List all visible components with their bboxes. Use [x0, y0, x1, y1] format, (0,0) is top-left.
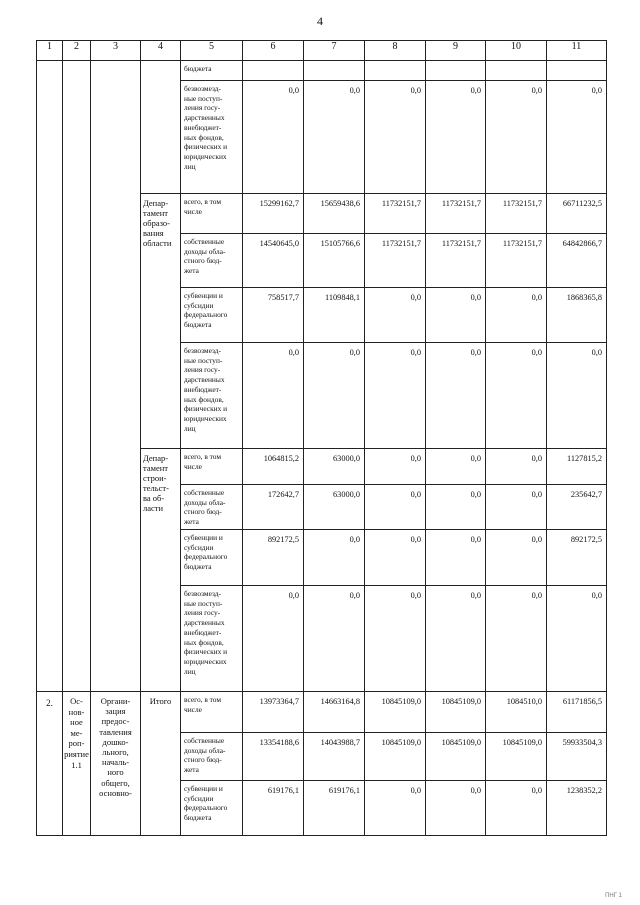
row-label: всего, в том числе	[181, 194, 243, 234]
value-cell: 66711232,5	[547, 194, 607, 234]
value-cell-blank	[243, 61, 304, 81]
value-cell: 0,0	[426, 485, 486, 530]
value-cell: 13973364,7	[243, 692, 304, 733]
value-cell-blank	[365, 61, 426, 81]
value-cell: 14663164,8	[304, 692, 365, 733]
value-cell: 0,0	[547, 81, 607, 194]
value-cell: 11732151,7	[426, 234, 486, 288]
column-header: 7	[304, 41, 365, 61]
value-cell: 11732151,7	[365, 234, 426, 288]
column-header: 3	[91, 41, 141, 61]
value-cell: 619176,1	[243, 781, 304, 836]
value-cell: 0,0	[365, 485, 426, 530]
value-cell: 11732151,7	[426, 194, 486, 234]
column-header: 9	[426, 41, 486, 61]
value-cell: 892172,5	[243, 530, 304, 586]
total-label: Итого	[141, 692, 181, 836]
column-header: 4	[141, 41, 181, 61]
row-label: безвозмезд- ные поступ- ления госу- дарственных внебюджет- ных фондов, физических и юридических лиц	[181, 586, 243, 692]
value-cell: 0,0	[304, 81, 365, 194]
column-header: 6	[243, 41, 304, 61]
row-label: всего, в том числе	[181, 692, 243, 733]
value-cell: 61171856,5	[547, 692, 607, 733]
budget-table	[36, 40, 607, 836]
value-cell: 13354188,6	[243, 733, 304, 781]
value-cell: 64842866,7	[547, 234, 607, 288]
value-cell-blank	[304, 61, 365, 81]
page-number: 4	[317, 14, 323, 28]
department-name: Депар- тамент образо- вания области	[141, 194, 181, 449]
table-row	[37, 61, 607, 81]
footer-mark: ПНГ 1	[605, 893, 622, 899]
value-cell: 0,0	[426, 781, 486, 836]
value-cell: 0,0	[426, 586, 486, 692]
value-cell: 0,0	[547, 343, 607, 449]
value-cell: 0,0	[365, 449, 426, 485]
value-cell: 11732151,7	[365, 194, 426, 234]
column-header: 11	[547, 41, 607, 61]
value-cell: 63000,0	[304, 485, 365, 530]
value-cell: 15299162,7	[243, 194, 304, 234]
value-cell: 235642,7	[547, 485, 607, 530]
department-name: Депар- тамент строи- тельст- ва об- ласти	[141, 449, 181, 692]
value-cell: 1109848,1	[304, 288, 365, 343]
row-label: субвенции и субсидии федерального бюджета	[181, 530, 243, 586]
row-label: собственные доходы обла- стного бюд- жета	[181, 234, 243, 288]
value-cell: 0,0	[426, 81, 486, 194]
column-header: 10	[486, 41, 547, 61]
cell-col2-blank	[63, 61, 91, 692]
value-cell: 1084510,0	[486, 692, 547, 733]
value-cell: 0,0	[426, 343, 486, 449]
row-label: безвозмезд- ные поступ- ления госу- дарственных внебюджет- ных фондов, физических и юридических лиц	[181, 343, 243, 449]
column-header: 5	[181, 41, 243, 61]
value-cell: 0,0	[426, 288, 486, 343]
row-label: бюджета	[181, 61, 243, 81]
value-cell: 10845109,0	[486, 733, 547, 781]
value-cell: 0,0	[486, 449, 547, 485]
value-cell: 15659438,6	[304, 194, 365, 234]
row-label: безвозмезд- ные поступ- ления госу- дарственных внебюджет- ных фондов, физических и юридических лиц	[181, 81, 243, 194]
column-header: 1	[37, 41, 63, 61]
value-cell: 0,0	[243, 81, 304, 194]
activity-title: Ос- нов- ное ме- роп- риятие 1.1	[63, 692, 91, 836]
value-cell: 0,0	[365, 586, 426, 692]
value-cell: 0,0	[486, 343, 547, 449]
value-cell: 10845109,0	[365, 733, 426, 781]
value-cell: 0,0	[365, 343, 426, 449]
header-row	[37, 41, 607, 61]
column-header: 8	[365, 41, 426, 61]
value-cell: 10845109,0	[426, 733, 486, 781]
activity-name: Органи- зация предос- тавления дошко- льного, началь- ного общего, основно-	[91, 692, 141, 836]
value-cell: 0,0	[486, 586, 547, 692]
value-cell: 63000,0	[304, 449, 365, 485]
cell-org-blank	[141, 61, 181, 194]
value-cell: 0,0	[486, 530, 547, 586]
value-cell: 892172,5	[547, 530, 607, 586]
row-label: собственные доходы обла- стного бюд- жета	[181, 485, 243, 530]
value-cell: 619176,1	[304, 781, 365, 836]
value-cell: 1238352,2	[547, 781, 607, 836]
row-label: всего, в том числе	[181, 449, 243, 485]
value-cell: 0,0	[365, 288, 426, 343]
value-cell-blank	[486, 61, 547, 81]
value-cell: 0,0	[486, 781, 547, 836]
value-cell: 0,0	[304, 586, 365, 692]
value-cell: 1868365,8	[547, 288, 607, 343]
value-cell: 0,0	[365, 781, 426, 836]
column-header: 2	[63, 41, 91, 61]
value-cell: 0,0	[304, 530, 365, 586]
value-cell: 172642,7	[243, 485, 304, 530]
value-cell: 1064815,2	[243, 449, 304, 485]
cell-col3-blank	[91, 61, 141, 692]
table-row	[37, 692, 607, 733]
value-cell-blank	[547, 61, 607, 81]
value-cell: 0,0	[426, 449, 486, 485]
value-cell: 0,0	[486, 81, 547, 194]
value-cell: 59933504,3	[547, 733, 607, 781]
value-cell: 0,0	[547, 586, 607, 692]
value-cell: 10845109,0	[426, 692, 486, 733]
row-number: 2.	[37, 692, 63, 836]
value-cell: 1127815,2	[547, 449, 607, 485]
value-cell: 11732151,7	[486, 194, 547, 234]
value-cell: 0,0	[426, 530, 486, 586]
value-cell: 14540645,0	[243, 234, 304, 288]
row-label: субвенции и субсидии федерального бюджета	[181, 781, 243, 836]
row-label: собственные доходы обла- стного бюд- жета	[181, 733, 243, 781]
value-cell: 14043988,7	[304, 733, 365, 781]
value-cell: 0,0	[365, 81, 426, 194]
value-cell: 15105766,6	[304, 234, 365, 288]
row-label: субвенции и субсидии федерального бюджета	[181, 288, 243, 343]
value-cell: 0,0	[243, 586, 304, 692]
cell-col1-blank	[37, 61, 63, 692]
value-cell: 0,0	[365, 530, 426, 586]
value-cell: 758517,7	[243, 288, 304, 343]
value-cell: 0,0	[304, 343, 365, 449]
value-cell: 10845109,0	[365, 692, 426, 733]
value-cell: 0,0	[486, 485, 547, 530]
value-cell-blank	[426, 61, 486, 81]
value-cell: 0,0	[243, 343, 304, 449]
value-cell: 11732151,7	[486, 234, 547, 288]
value-cell: 0,0	[486, 288, 547, 343]
